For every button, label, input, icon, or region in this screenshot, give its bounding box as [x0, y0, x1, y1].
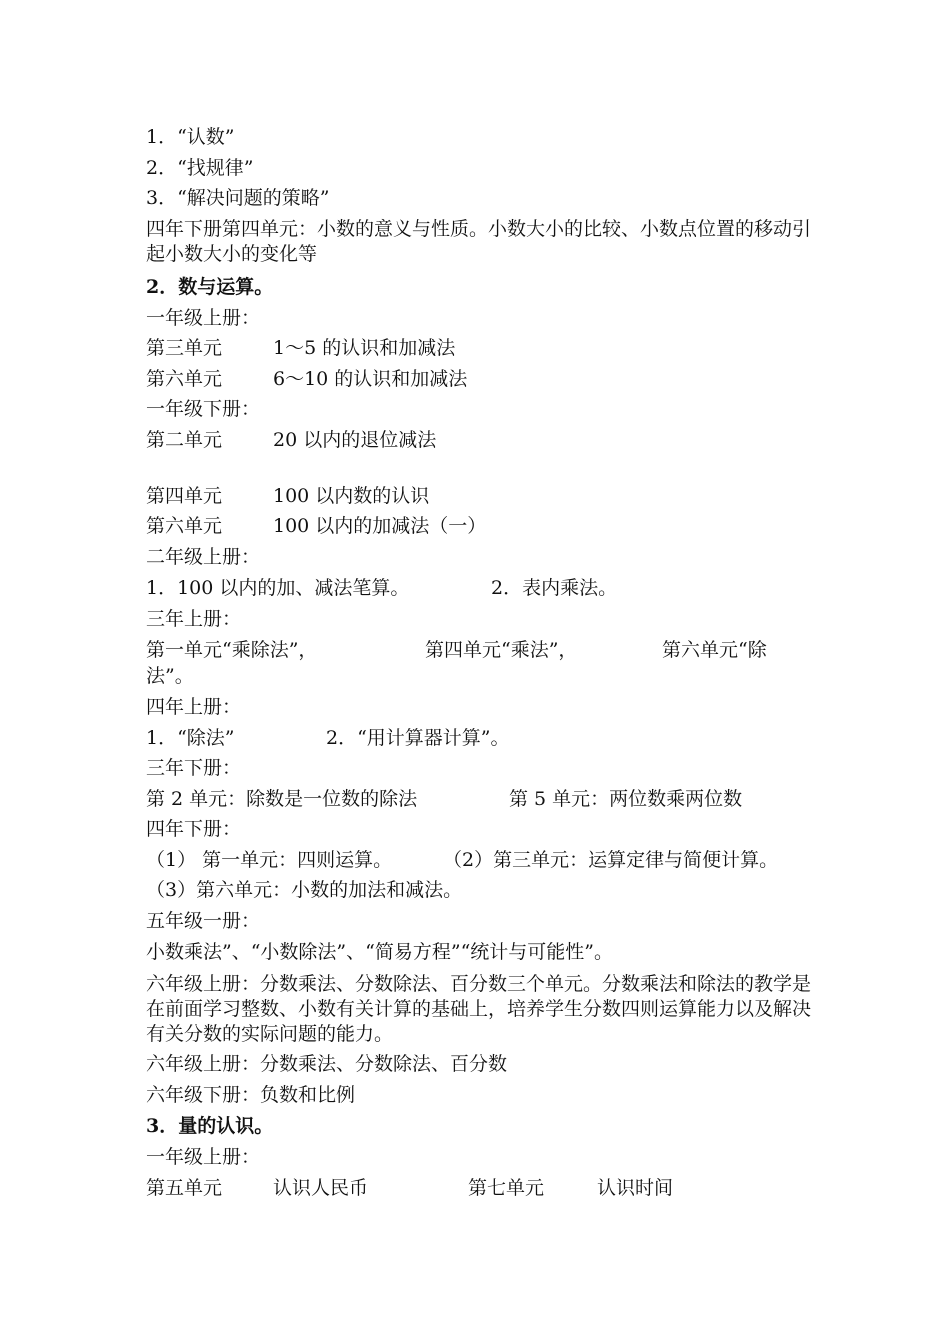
- grade-heading: 六年级下册：负数和比例: [146, 1084, 356, 1106]
- unit-topic: 第一单元“乘除法”，: [146, 639, 318, 661]
- unit-topic: 6～10 的认识和加减法: [273, 368, 468, 390]
- unit-row: （3）第六单元：小数的加法和减法。: [146, 879, 463, 901]
- grade-heading: 五年级一册：: [146, 910, 261, 932]
- unit-label: 第二单元: [146, 429, 223, 451]
- unit-label: 第三单元: [146, 337, 223, 359]
- section-heading: 2．数与运算。: [146, 276, 274, 298]
- grade-heading: 一年级下册：: [146, 398, 261, 420]
- list-item: 2．“找规律”: [146, 157, 254, 179]
- unit-topic: 第六单元“除: [662, 639, 767, 661]
- grade-heading: 一年级上册：: [146, 307, 261, 329]
- unit-topic: 1～5 的认识和加减法: [273, 337, 456, 359]
- grade-heading: 三年下册：: [146, 757, 242, 779]
- grade-heading: 四年上册：: [146, 696, 242, 718]
- section-heading: 3．量的认识。: [146, 1115, 274, 1137]
- unit-topic: 1．100 以内的加、减法笔算。: [146, 577, 410, 599]
- list-item: 3．“解决问题的策略”: [146, 187, 330, 209]
- unit-label: 第五单元: [146, 1177, 223, 1199]
- paragraph: 六年级上册：分数乘法、分数除法、百分数三个单元。分数乘法和除法的教学是在前面学习整数、小数有关计算的基础上，培养学生分数四则运算能力以及解决有关分数的实际问题的能力。: [146, 973, 812, 1045]
- unit-topic: 100 以内数的认识: [273, 485, 430, 507]
- unit-topic: 2．“用计算器计算”。: [326, 727, 510, 749]
- unit-topic: （2）第三单元：运算定律与简便计算。: [443, 849, 779, 871]
- unit-label: 第四单元: [146, 485, 223, 507]
- unit-label: 第七单元: [468, 1177, 545, 1199]
- unit-label: 第六单元: [146, 368, 223, 390]
- unit-topic: 第 2 单元：除数是一位数的除法: [146, 788, 418, 810]
- unit-topic: 第四单元“乘法”，: [425, 639, 578, 661]
- unit-topic: 第 5 单元：两位数乘两位数: [509, 788, 743, 810]
- paragraph: 四年下册第四单元：小数的意义与性质。小数大小的比较、小数点位置的移动引起小数大小的变化等: [146, 218, 812, 265]
- grade-heading: 四年下册：: [146, 818, 242, 840]
- grade-heading: 六年级上册：分数乘法、分数除法、百分数: [146, 1053, 508, 1075]
- grade-heading: 二年级上册：: [146, 546, 261, 568]
- unit-topic: 100 以内的加减法（一）: [273, 515, 487, 537]
- unit-topic: 20 以内的退位减法: [273, 429, 437, 451]
- unit-row: 小数乘法”、“小数除法”、“简易方程”“统计与可能性”。: [146, 941, 613, 963]
- list-item: 1．“认数”: [146, 126, 235, 148]
- unit-topic: 认识时间: [597, 1177, 674, 1199]
- unit-row-continued: 法”。: [146, 665, 194, 687]
- grade-heading: 一年级上册：: [146, 1146, 261, 1168]
- unit-topic: （1） 第一单元：四则运算。: [146, 849, 393, 871]
- unit-label: 第六单元: [146, 515, 223, 537]
- unit-topic: 2．表内乘法。: [491, 577, 618, 599]
- grade-heading: 三年上册：: [146, 608, 242, 630]
- unit-topic: 认识人民币: [273, 1177, 369, 1199]
- unit-topic: 1．“除法”: [146, 727, 235, 749]
